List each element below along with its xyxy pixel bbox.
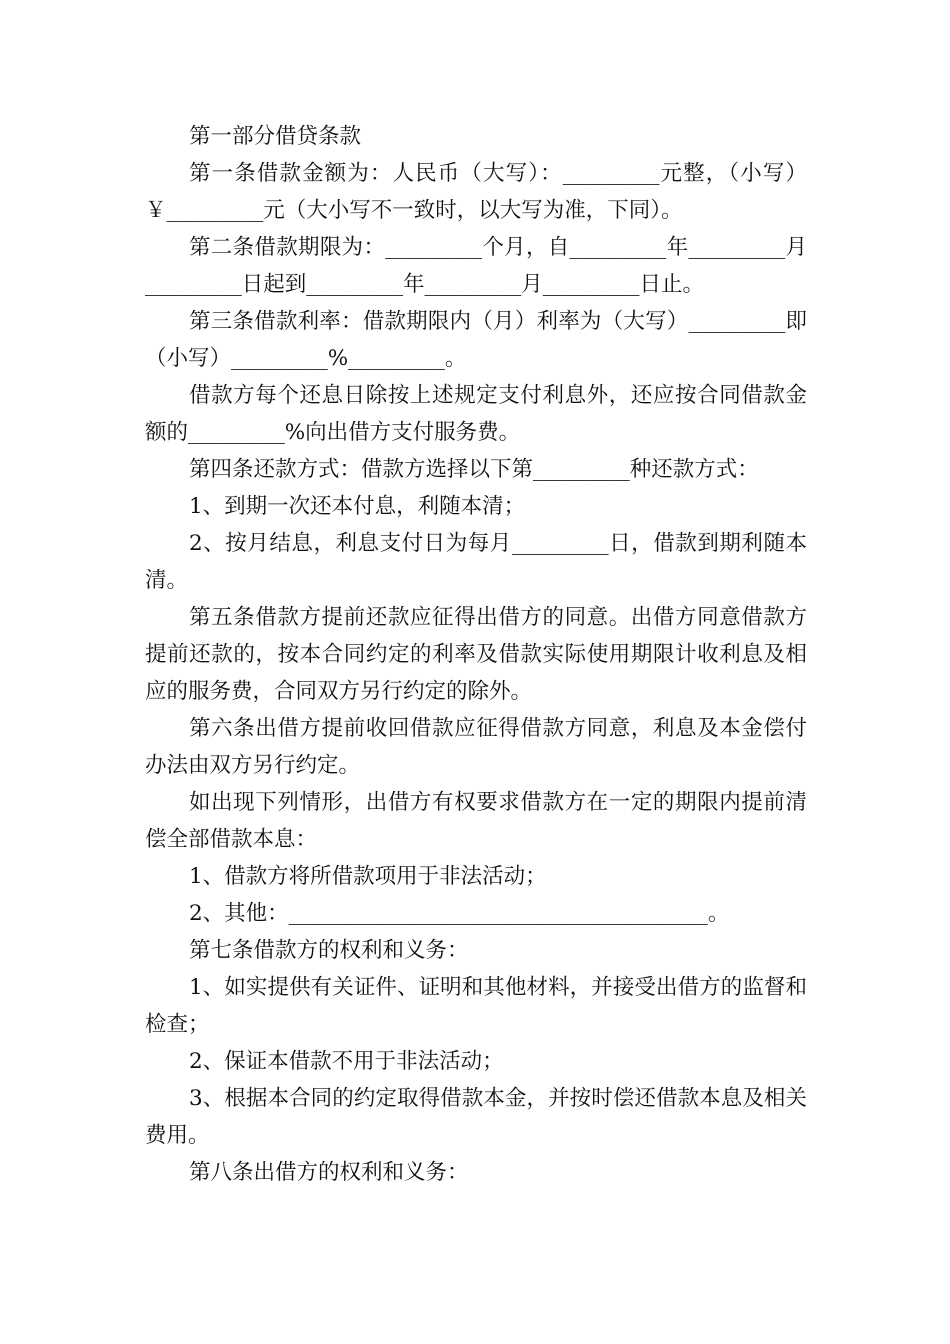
early-clearance-conditions: 如出现下列情形，出借方有权要求借款方在一定的期限内提前清偿全部借款本息： <box>145 790 807 852</box>
document-body <box>145 118 807 1191</box>
borrower-duty-1: 1、如实提供有关证件、证明和其他材料，并接受出借方的监督和检查； <box>145 975 807 1037</box>
repayment-option-2: 2、按月结息，利息支付日为每月_________日，借款到期利随本清。 <box>145 531 807 593</box>
article-8-lender-rights: 第八条出借方的权利和义务： <box>189 1160 469 1185</box>
article-3-interest-rate: 第三条借款利率：借款期限内（月）利率为（大写）_________即（小写）_________%_________。 <box>145 309 807 371</box>
borrower-duty-3: 3、根据本合同的约定取得借款本金，并按时偿还借款本息及相关费用。 <box>145 1086 807 1148</box>
condition-1: 1、借款方将所借款项用于非法活动； <box>189 864 547 889</box>
article-2-loan-term: 第二条借款期限为：_________个月，自_________年_________月_________日起到_________年_________月_________日止。 <box>145 235 807 297</box>
condition-2: 2、其他：_______________________________________。 <box>189 901 730 926</box>
repayment-option-1: 1、到期一次还本付息，利随本清； <box>189 494 526 519</box>
article-5-early-repayment: 第五条借款方提前还款应征得出借方的同意。出借方同意借款方提前还款的，按本合同约定的利率及借款实际使用期限计收利息及相应的服务费，合同双方另行约定的除外。 <box>145 605 807 704</box>
section-heading: 第一部分借贷条款 <box>189 124 362 149</box>
borrower-duty-2: 2、保证本借款不用于非法活动； <box>189 1049 504 1074</box>
service-fee-paragraph: 借款方每个还息日除按上述规定支付利息外，还应按合同借款金额的_________%向出借方支付服务费。 <box>145 383 807 445</box>
article-4-repayment-method: 第四条还款方式：借款方选择以下第_________种还款方式： <box>189 457 759 482</box>
article-7-borrower-rights: 第七条借款方的权利和义务： <box>189 938 469 963</box>
article-6-early-recall: 第六条出借方提前收回借款应征得借款方同意，利息及本金偿付办法由双方另行约定。 <box>145 716 807 778</box>
article-1-loan-amount: 第一条借款金额为：人民币（大写）：_________元整，（小写）￥_________元（大小写不一致时，以大写为准，下同）。 <box>145 161 807 223</box>
